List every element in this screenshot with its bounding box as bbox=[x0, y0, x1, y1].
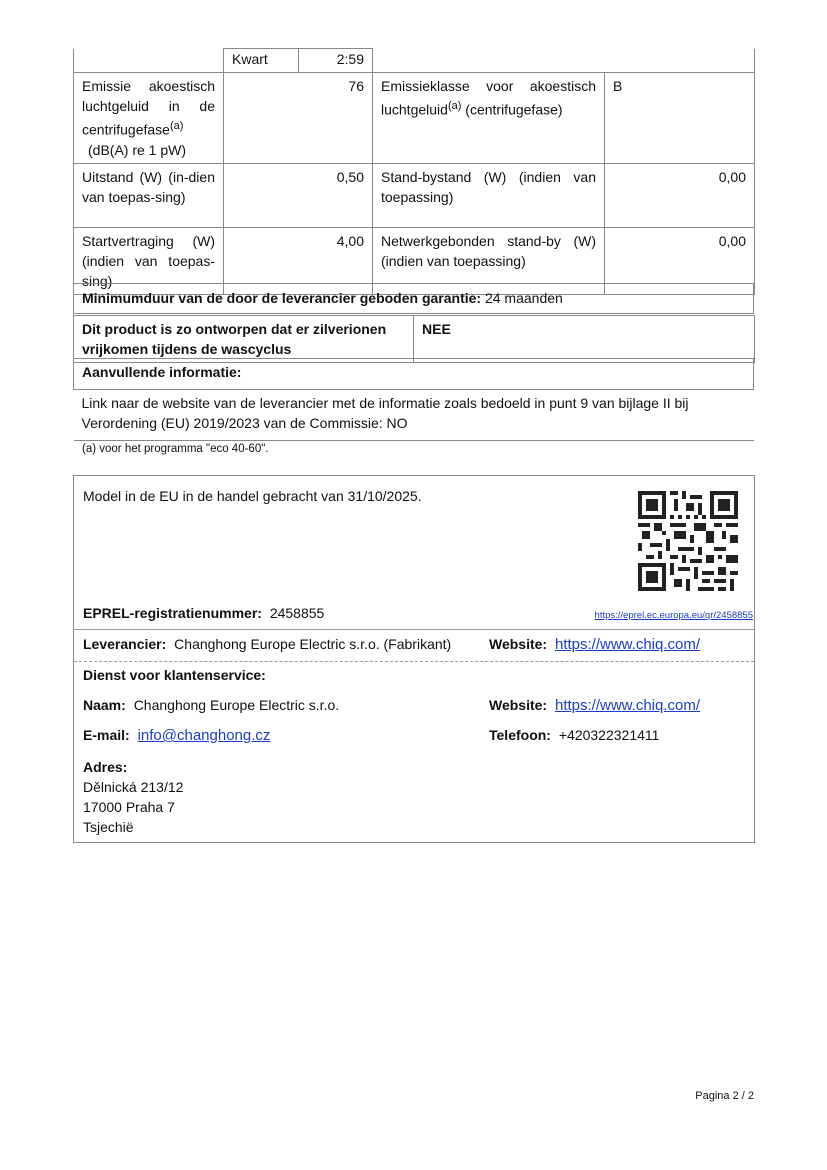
standby-value: 0,00 bbox=[605, 163, 755, 227]
supplier-row bbox=[83, 636, 451, 652]
service-website-row bbox=[489, 697, 700, 714]
delay-start-value: 4,00 bbox=[224, 227, 373, 294]
table-row bbox=[74, 163, 755, 227]
table-row bbox=[74, 390, 754, 441]
off-mode-label: Uitstand (W) (in-dien van toepas-sing) bbox=[74, 163, 224, 227]
table-row bbox=[74, 316, 755, 363]
footnote-marker: (a) bbox=[447, 100, 462, 112]
noise-class-text: Emissieklasse voor akoestisch luchtgeluid bbox=[381, 78, 596, 118]
table-row bbox=[74, 284, 754, 314]
table-row bbox=[74, 49, 755, 73]
eprel-qr-link[interactable]: https://eprel.ec.europa.eu/qr/2458855 bbox=[594, 610, 753, 621]
standby-label: Stand-bystand (W) (indien van toepassing) bbox=[373, 163, 605, 227]
service-email-link[interactable]: info@changhong.cz bbox=[137, 727, 271, 744]
silver-label bbox=[74, 316, 414, 363]
warranty-value: 24 maanden bbox=[484, 290, 563, 306]
eprel-registration bbox=[83, 605, 324, 621]
address-line: 17000 Praha 7 bbox=[83, 799, 175, 815]
extra-heading bbox=[74, 359, 754, 390]
noise-class-text-2: (centrifugefase) bbox=[465, 101, 563, 118]
model-date-text: Model in de EU in de handel gebracht van 31/10/2025. bbox=[83, 488, 422, 504]
service-heading-text: Dienst voor klantenservice: bbox=[83, 667, 266, 683]
table-cell bbox=[74, 49, 224, 73]
footnote: (a) voor het programma "eco 40-60". bbox=[82, 443, 269, 455]
silver-table bbox=[73, 315, 755, 363]
off-mode-value: 0,50 bbox=[224, 163, 373, 227]
table-row bbox=[74, 73, 755, 164]
service-email-label: E-mail: bbox=[83, 727, 130, 743]
service-heading bbox=[83, 667, 266, 683]
extra-table bbox=[73, 358, 754, 441]
qr-code-icon bbox=[638, 491, 738, 591]
noise-value: 76 bbox=[224, 73, 373, 164]
silver-value bbox=[414, 316, 755, 363]
silver-value-text: NEE bbox=[422, 321, 451, 337]
service-website-link[interactable]: https://www.chiq.com/ bbox=[554, 697, 701, 714]
noise-class-label bbox=[373, 73, 605, 164]
warranty-table bbox=[73, 283, 754, 314]
service-name-label: Naam: bbox=[83, 697, 126, 713]
supplier-value: Changhong Europe Electric s.r.o. (Fabrikant) bbox=[174, 636, 452, 652]
time-cell: 2:59 bbox=[299, 49, 373, 73]
eprel-box bbox=[73, 475, 755, 843]
service-phone-value: +420322321411 bbox=[558, 727, 660, 743]
network-standby-label: Netwerkgebonden stand-by (W) (indien van toepassing) bbox=[373, 227, 605, 294]
service-phone-label: Telefoon: bbox=[489, 727, 551, 743]
supplier-website-label: Website: bbox=[489, 636, 548, 652]
eprel-reg-value: 2458855 bbox=[269, 605, 325, 621]
footnote-marker: (a) bbox=[169, 120, 184, 132]
technical-table bbox=[73, 48, 755, 295]
silver-label-text: Dit product is zo ontworpen dat er zilverionen vrijkomen tijdens de wascyclus bbox=[82, 321, 387, 357]
eprel-reg-label: EPREL-registratienummer: bbox=[83, 605, 262, 621]
noise-class-value: B bbox=[605, 73, 755, 164]
noise-label bbox=[74, 73, 224, 164]
address-label: Adres: bbox=[83, 759, 128, 775]
address-line: Tsjechië bbox=[83, 819, 134, 835]
delay-start-label: Startvertraging (W) (indien van toepas-sing) bbox=[74, 227, 224, 294]
extra-text: Link naar de website van de leverancier met de informatie zoals bedoeld in punt 9 van bijlage II bij Verordening (EU) 2019/2023 van de Commissie: NO bbox=[74, 390, 754, 441]
service-phone-row bbox=[489, 727, 659, 743]
table-cell bbox=[373, 49, 605, 73]
service-name-row bbox=[83, 697, 339, 713]
service-website-label: Website: bbox=[489, 697, 548, 713]
table-cell bbox=[605, 49, 755, 73]
address-line: Dělnická 213/12 bbox=[83, 779, 184, 795]
network-standby-value: 0,00 bbox=[605, 227, 755, 294]
supplier-website-link[interactable]: https://www.chiq.com/ bbox=[554, 636, 701, 653]
warranty-row bbox=[74, 284, 754, 314]
supplier-website-row bbox=[489, 636, 700, 653]
noise-unit: (dB(A) re 1 pW) bbox=[88, 141, 187, 158]
address-block bbox=[83, 757, 183, 837]
warranty-label: Minimumduur van de door de leverancier geboden garantie: bbox=[82, 290, 482, 306]
page-number: Pagina 2 / 2 bbox=[695, 1090, 754, 1102]
service-name-value: Changhong Europe Electric s.r.o. bbox=[133, 697, 340, 713]
extra-heading-text: Aanvullende informatie: bbox=[82, 364, 242, 380]
supplier-label: Leverancier: bbox=[83, 636, 167, 652]
mode-cell: Kwart bbox=[224, 49, 299, 73]
noise-label-text: Emissie akoestisch luchtgeluid in de centrifugefase bbox=[82, 78, 215, 138]
service-email-row bbox=[83, 727, 270, 744]
dashed-divider bbox=[74, 661, 754, 662]
table-row bbox=[74, 359, 754, 390]
divider bbox=[74, 629, 754, 630]
